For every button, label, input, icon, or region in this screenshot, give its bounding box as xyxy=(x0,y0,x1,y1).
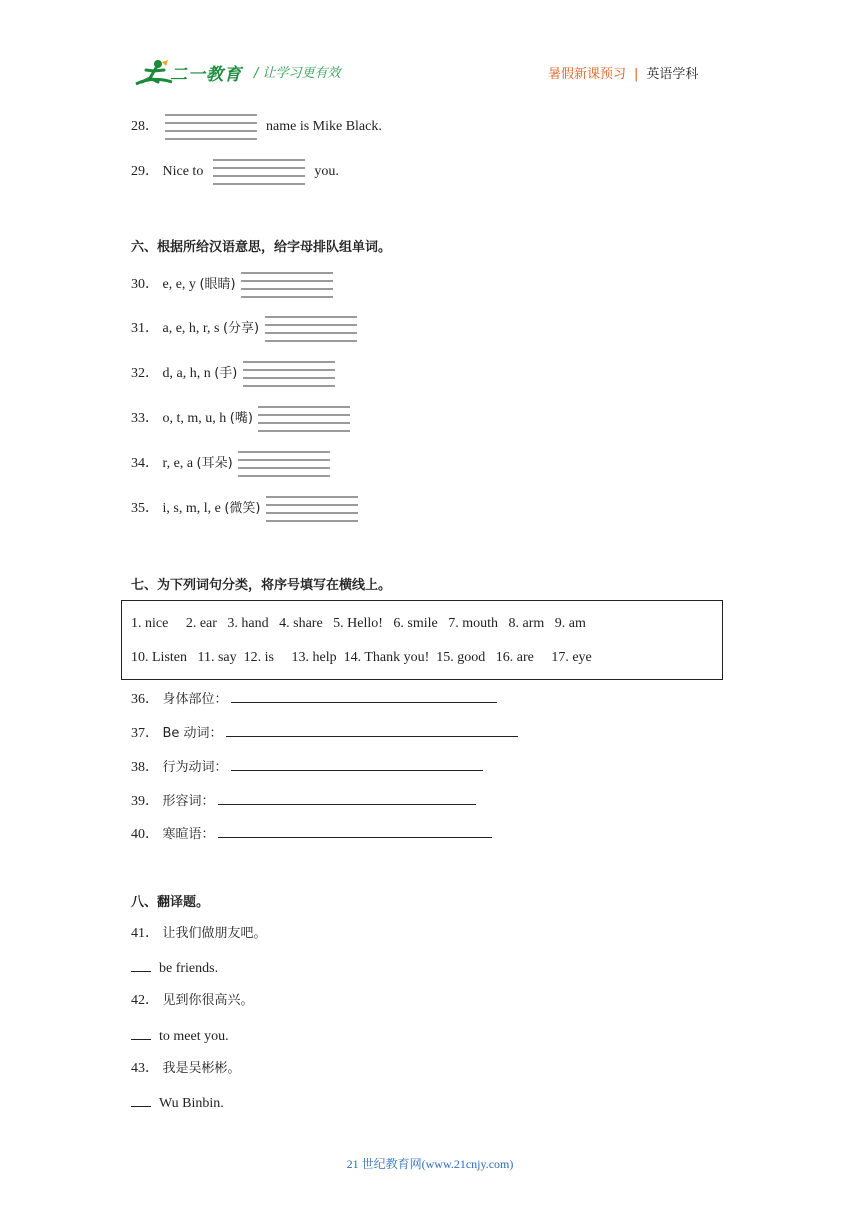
question-34 xyxy=(131,450,330,478)
header-separator: | xyxy=(634,67,639,82)
hint: (嘴) xyxy=(229,411,253,427)
answer-blank[interactable] xyxy=(243,360,335,388)
question-number: 41． xyxy=(131,926,159,941)
answer-blank[interactable] xyxy=(238,450,330,478)
question-39 xyxy=(131,790,476,811)
english-sentence: to meet you. xyxy=(159,1029,229,1044)
question-number: 32． xyxy=(131,366,159,382)
category-label: 寒暄语： xyxy=(162,827,215,842)
hint: (眼睛) xyxy=(199,277,236,293)
word-bank-row: 10. Listen 11. say 12. is 13. help 14. Thank you! 15. good 16. are 17. eye xyxy=(131,650,592,665)
question-number: 39． xyxy=(131,794,159,809)
category-label: 形容词： xyxy=(162,794,215,809)
chinese-sentence: 让我们做朋友吧。 xyxy=(162,926,267,941)
category-label: 行为动词： xyxy=(162,760,228,775)
question-number: 30． xyxy=(131,277,159,293)
answer-line[interactable] xyxy=(218,790,476,805)
question-number: 37． xyxy=(131,726,159,741)
question-number: 40． xyxy=(131,827,159,842)
question-text: you. xyxy=(314,164,339,180)
question-36 xyxy=(131,688,497,709)
answer-blank[interactable] xyxy=(131,1094,151,1107)
question-text: name is Mike Black. xyxy=(266,119,382,135)
question-number: 34． xyxy=(131,456,159,472)
answer-line[interactable] xyxy=(218,823,492,838)
question-number: 33． xyxy=(131,411,159,427)
word-bank-box xyxy=(121,600,723,680)
answer-line[interactable] xyxy=(231,688,497,703)
answer-blank[interactable] xyxy=(241,271,333,299)
answer-blank[interactable] xyxy=(131,1027,151,1040)
letters: e, e, y xyxy=(162,277,196,293)
question-42 xyxy=(131,992,254,1010)
question-35 xyxy=(131,495,358,523)
logo-text: 二一教育 xyxy=(170,65,242,85)
question-38 xyxy=(131,756,483,777)
question-number: 38． xyxy=(131,760,159,775)
answer-blank[interactable] xyxy=(165,113,257,141)
answer-blank[interactable] xyxy=(213,158,305,186)
slogan: / 让学习更有效 xyxy=(254,66,341,81)
question-41 xyxy=(131,925,267,943)
header-subject: 英语学科 xyxy=(646,67,699,82)
question-number: 36． xyxy=(131,692,159,707)
question-number: 31． xyxy=(131,321,159,337)
question-29 xyxy=(131,158,339,186)
hint: (耳朵) xyxy=(196,456,233,472)
letters: r, e, a xyxy=(162,456,194,472)
question-number: 28． xyxy=(131,119,159,135)
question-30 xyxy=(131,271,333,299)
question-32 xyxy=(131,360,335,388)
letters: i, s, m, l, e xyxy=(162,501,221,517)
answer-41 xyxy=(131,959,218,978)
letters: o, t, m, u, h xyxy=(162,411,227,427)
category-label: 身体部位： xyxy=(162,692,228,707)
question-33 xyxy=(131,405,350,433)
chinese-sentence: 我是吴彬彬。 xyxy=(162,1061,241,1076)
question-40 xyxy=(131,823,492,844)
question-number: 42． xyxy=(131,993,159,1008)
hint: (手) xyxy=(214,366,238,382)
answer-line[interactable] xyxy=(231,756,483,771)
header-right xyxy=(548,63,698,82)
question-number: 29． xyxy=(131,164,159,180)
answer-blank[interactable] xyxy=(258,405,350,433)
question-43 xyxy=(131,1060,241,1078)
answer-43 xyxy=(131,1094,224,1113)
chinese-sentence: 见到你很高兴。 xyxy=(162,993,254,1008)
section-8-title: 八、翻译题。 xyxy=(131,895,210,910)
question-37 xyxy=(131,722,518,743)
question-31 xyxy=(131,315,357,343)
section-7-title: 七、为下列词句分类，将序号填写在横线上。 xyxy=(131,578,392,593)
answer-blank[interactable] xyxy=(266,495,358,523)
english-sentence: be friends. xyxy=(159,961,219,976)
answer-blank[interactable] xyxy=(131,959,151,972)
question-28 xyxy=(131,113,382,141)
section-6-title: 六、根据所给汉语意思，给字母排队组单词。 xyxy=(131,240,392,255)
answer-42 xyxy=(131,1027,229,1046)
header-course-title: 暑假新课预习 xyxy=(548,67,627,82)
footer-link[interactable]: 21 世纪教育网(www.21cnjy.com) xyxy=(346,1157,514,1171)
hint: (分享) xyxy=(222,321,260,337)
answer-blank[interactable] xyxy=(265,315,357,343)
answer-line[interactable] xyxy=(226,722,518,737)
word-bank-row: 1. nice 2. ear 3. hand 4. share 5. Hello! 6. smile 7. mouth 8. arm 9. am xyxy=(131,616,586,631)
question-number: 43． xyxy=(131,1061,159,1076)
letters: a, e, h, r, s xyxy=(162,321,220,337)
question-text: Nice to xyxy=(162,164,204,180)
question-number: 35． xyxy=(131,501,159,517)
english-sentence: Wu Binbin. xyxy=(159,1096,224,1111)
hint: (微笑) xyxy=(224,501,261,517)
category-label: Be 动词： xyxy=(162,726,223,741)
letters: d, a, h, n xyxy=(162,366,211,382)
